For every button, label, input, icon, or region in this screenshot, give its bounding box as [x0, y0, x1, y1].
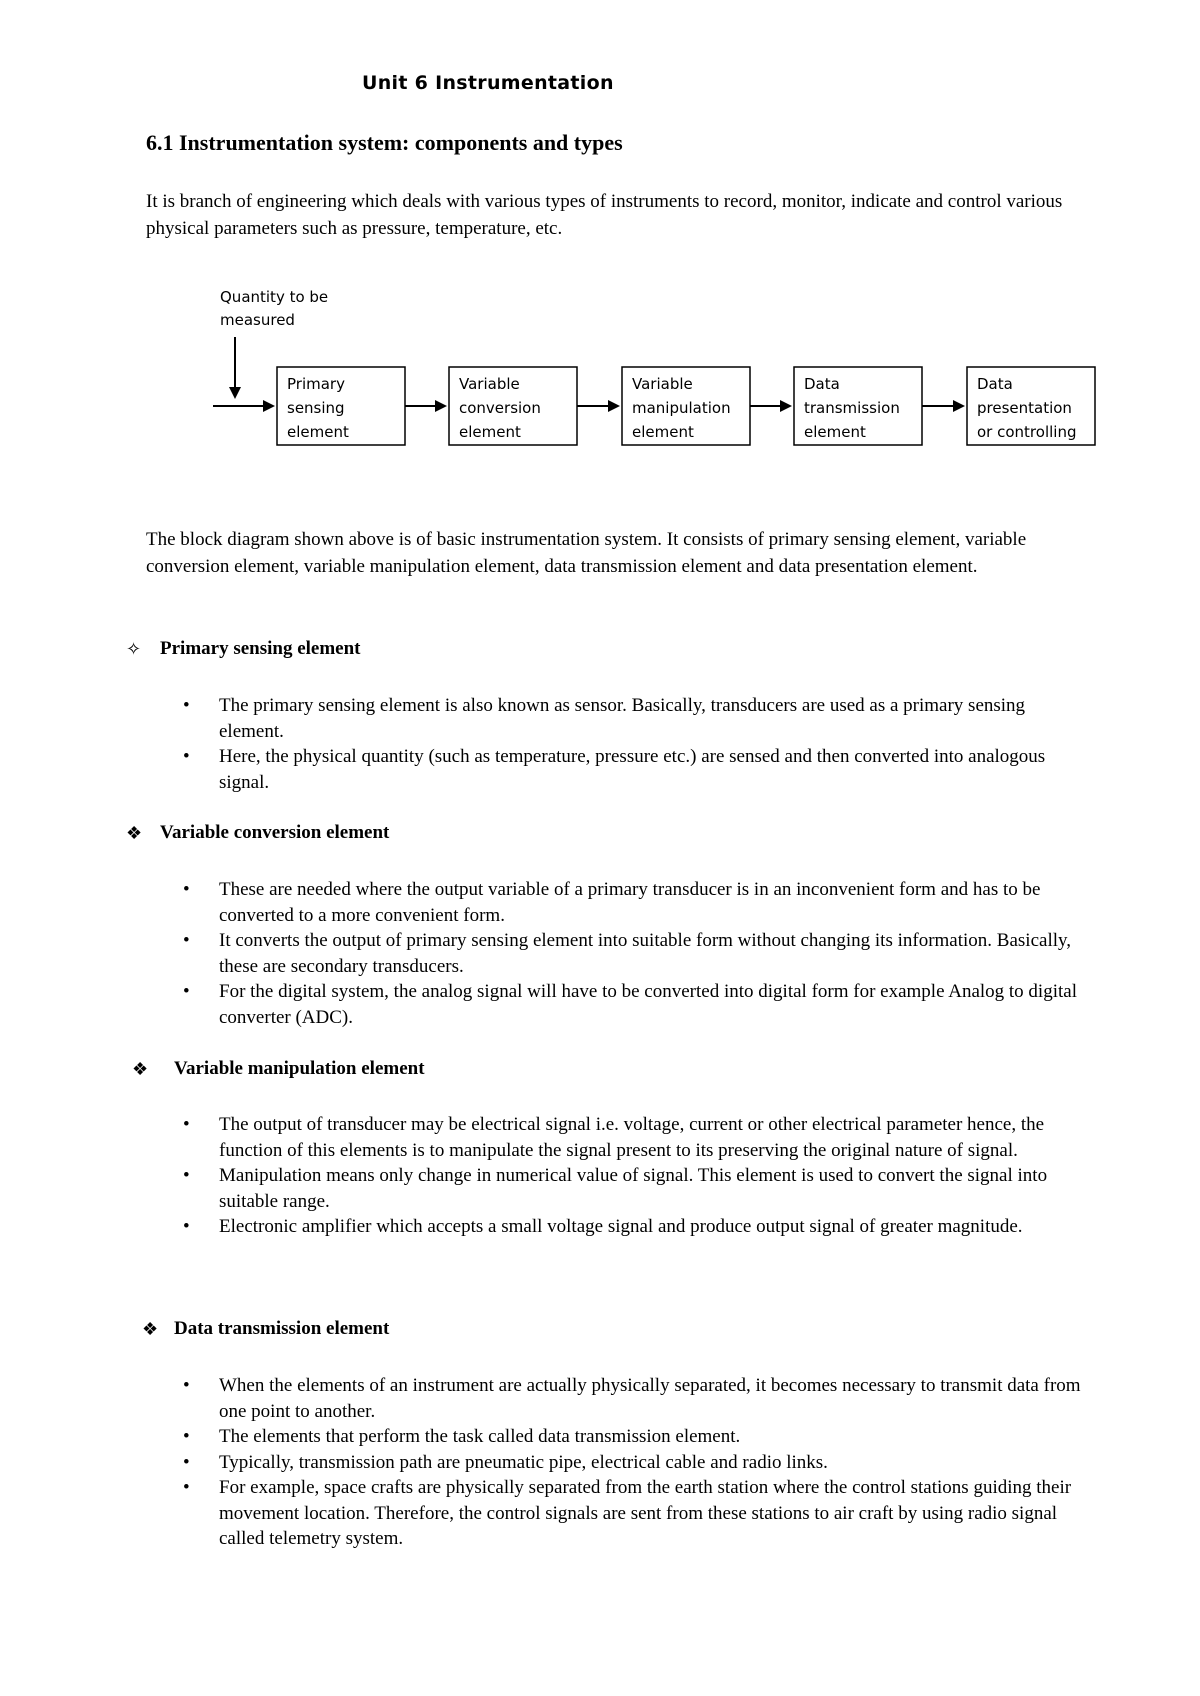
block-label: element: [632, 423, 694, 441]
block-label: Data: [977, 375, 1013, 393]
diamond-bullet-icon: ❖: [142, 1318, 159, 1339]
section-data-transmission-heading: [142, 1318, 389, 1340]
list-item: • These are needed where the output variable of a primary transducer is in an inconvenient form and has to be converted to a more convenient form.: [219, 877, 1089, 928]
section-heading: 6.1 Instrumentation system: components and types: [146, 130, 623, 155]
block-label: manipulation: [632, 399, 731, 417]
list-item: • For the digital system, the analog signal will have to be converted into digital form for example Analog to digital converter (ADC).: [219, 979, 1089, 1030]
diamond-bullet-icon: ❖: [126, 822, 143, 843]
section-data-transmission-list: [219, 1373, 1089, 1552]
diamond-bullet-icon: ❖: [132, 1058, 149, 1079]
intro-paragraph: It is branch of engineering which deals with various types of instruments to record, monitor, indicate and control various physical parameters such as pressure, temperature, etc.: [146, 191, 1063, 239]
section-title: Variable manipulation element: [174, 1058, 425, 1079]
list-item: • When the elements of an instrument are actually physically separated, it becomes necessary to transmit data from one point to another.: [219, 1373, 1089, 1424]
block-label: Variable: [459, 375, 520, 393]
block-label: Variable: [632, 375, 693, 393]
section-variable-manipulation-list: [219, 1112, 1089, 1240]
list-item: • It converts the output of primary sensing element into suitable form without changing its information. Basically, these are secondary transducers.: [219, 928, 1089, 979]
section-title: Variable conversion element: [160, 822, 390, 843]
block-primary-sensing: [277, 367, 405, 445]
section-primary-sensing-heading: [126, 638, 361, 660]
block-label: transmission: [804, 399, 900, 417]
section-variable-conversion-heading: [126, 822, 389, 844]
list-item: • Typically, transmission path are pneumatic pipe, electrical cable and radio links.: [219, 1450, 1089, 1476]
block-label: conversion: [459, 399, 541, 417]
list-item: • The elements that perform the task called data transmission element.: [219, 1424, 1089, 1450]
block-label: sensing: [287, 399, 345, 417]
list-item: • The primary sensing element is also known as sensor. Basically, transducers are used as a primary sensing element.: [219, 693, 1089, 744]
block-label: Data: [804, 375, 840, 393]
section-title: Data transmission element: [174, 1318, 390, 1339]
block-label: or controlling: [977, 423, 1077, 441]
list-item: • Here, the physical quantity (such as temperature, pressure etc.) are sensed and then converted into analogous signal.: [219, 744, 1089, 795]
list-item: • For example, space crafts are physically separated from the earth station where the control stations guiding their movement location. Therefore, the control signals are sent from these stations to air craft by using radio signal called telemetry system.: [219, 1475, 1089, 1552]
block-diagram: [205, 285, 1105, 465]
list-item: • Manipulation means only change in numerical value of signal. This element is used to convert the signal into suitable range.: [219, 1163, 1089, 1214]
section-title: Primary sensing element: [160, 638, 361, 659]
block-label: presentation: [977, 399, 1072, 417]
section-primary-sensing-list: [219, 693, 1089, 795]
diagram-input-label-line2: measured: [220, 311, 295, 329]
diamond-bullet-icon: ✧: [126, 638, 142, 659]
block-variable-manipulation: [622, 367, 750, 445]
diagram-description: The block diagram shown above is of basic instrumentation system. It consists of primary sensing element, variable conversion element, variable manipulation element, data transmission element and data presentation element.: [146, 529, 1027, 577]
block-label: element: [459, 423, 521, 441]
unit-title: Unit 6 Instrumentation: [362, 72, 614, 94]
section-variable-manipulation-heading: [132, 1058, 425, 1080]
block-variable-conversion: [449, 367, 577, 445]
block-label: element: [804, 423, 866, 441]
list-item: • The output of transducer may be electrical signal i.e. voltage, current or other electrical parameter hence, the function of this elements is to manipulate the signal present to its preserving the original nature of signal.: [219, 1112, 1089, 1163]
block-data-transmission: [794, 367, 922, 445]
block-label: element: [287, 423, 349, 441]
diagram-input-label-line1: Quantity to be: [220, 288, 329, 306]
list-item: • Electronic amplifier which accepts a small voltage signal and produce output signal of greater magnitude.: [219, 1214, 1089, 1240]
block-label: Primary: [287, 375, 345, 393]
section-variable-conversion-list: [219, 877, 1089, 1030]
block-data-presentation: [967, 367, 1095, 445]
